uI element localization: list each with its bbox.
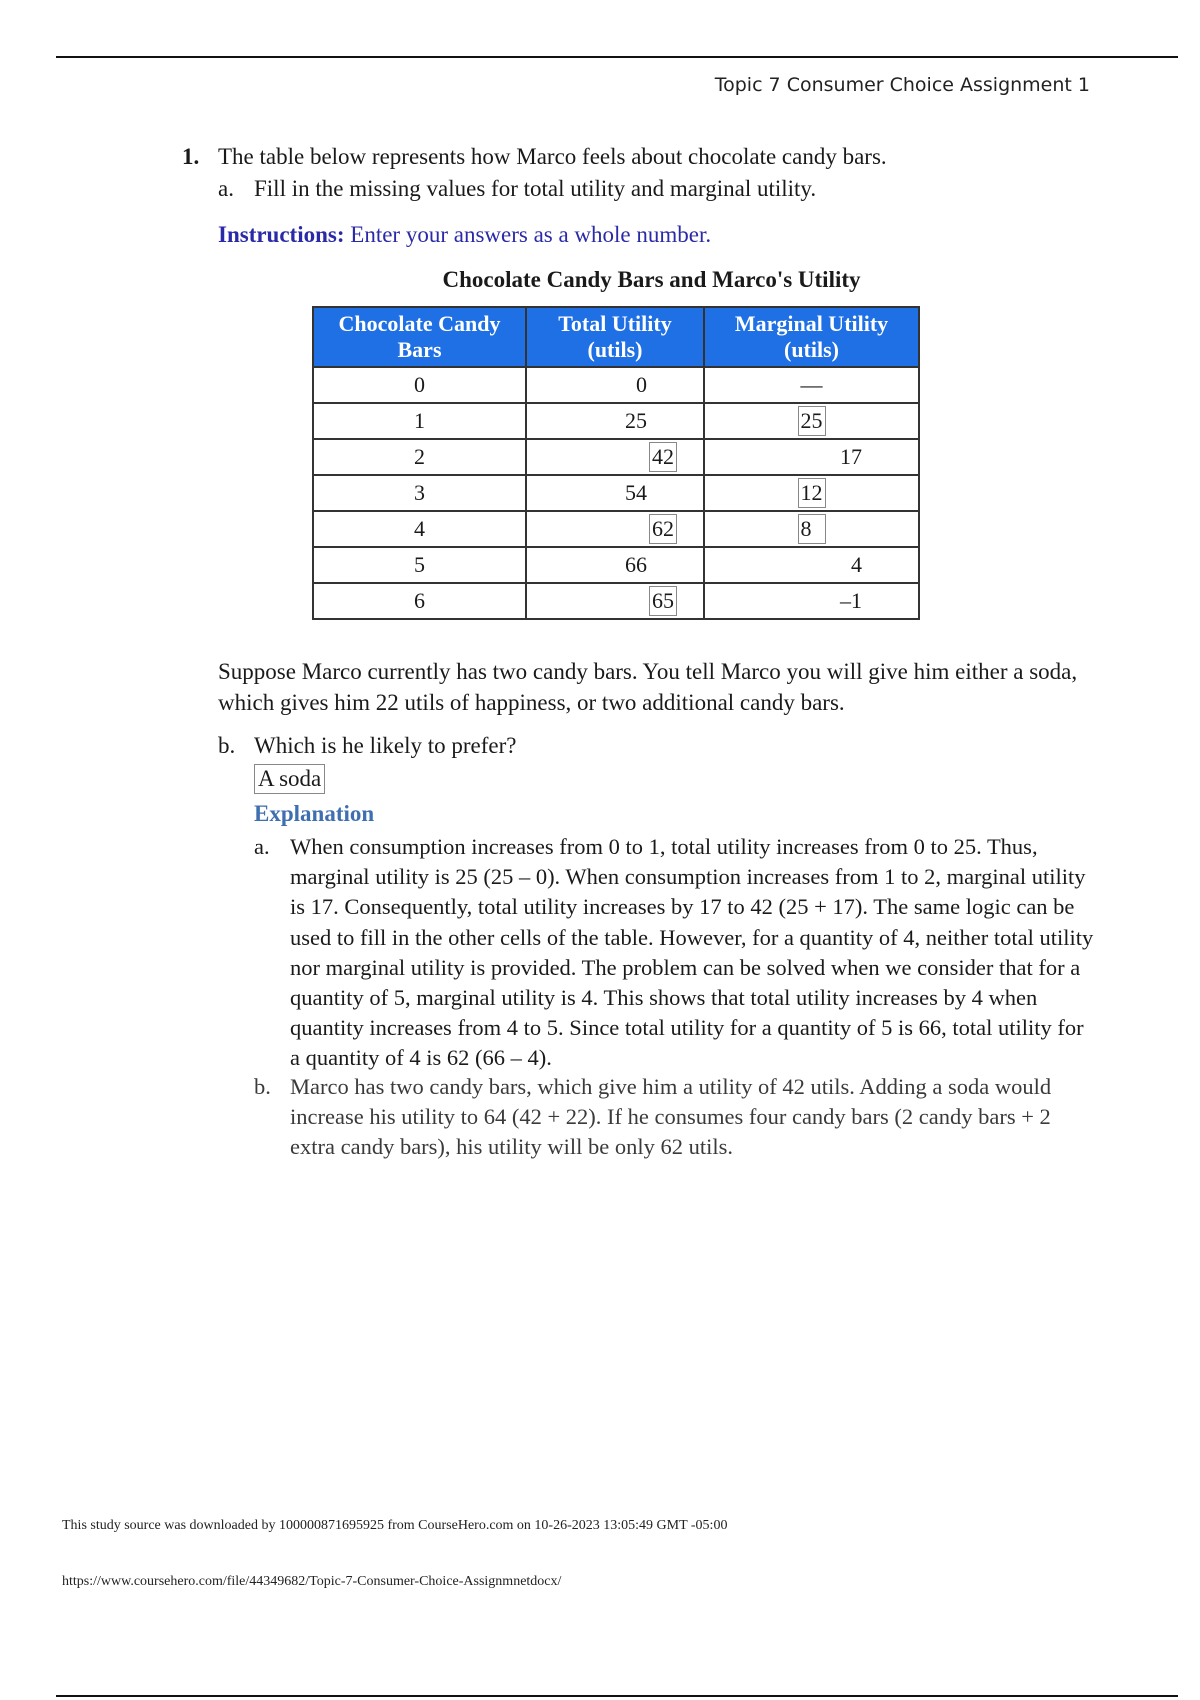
page-header-title: Topic 7 Consumer Choice Assignment 1 bbox=[714, 74, 1090, 96]
part-b-label: b. bbox=[218, 733, 236, 758]
explanation-item-a bbox=[254, 832, 1094, 1074]
answer-input-marginal-3[interactable]: 12 bbox=[798, 478, 826, 508]
explanation-item-b bbox=[254, 1072, 1094, 1163]
header-candy-bars: Chocolate Candy Bars bbox=[313, 307, 526, 367]
bottom-rule bbox=[56, 1695, 1178, 1697]
top-rule bbox=[56, 56, 1178, 58]
utility-table bbox=[312, 306, 920, 620]
cell-total: 66 bbox=[526, 547, 704, 583]
part-b-text: Which is he likely to prefer? bbox=[254, 733, 517, 758]
question-text: The table below represents how Marco feels about chocolate candy bars. bbox=[218, 144, 887, 169]
cell-bars: 6 bbox=[313, 583, 526, 619]
cell-bars: 2 bbox=[313, 439, 526, 475]
cell-total bbox=[526, 583, 704, 619]
explanation-label: b. bbox=[254, 1074, 271, 1099]
cell-marginal bbox=[704, 403, 919, 439]
source-url[interactable]: https://www.coursehero.com/file/44349682/Topic-7-Consumer-Choice-Assignmnetdocx/ bbox=[62, 1574, 562, 1589]
cell-total: 54 bbox=[526, 475, 704, 511]
table-row bbox=[313, 403, 919, 439]
explanation-text: Marco has two candy bars, which give him a utility of 42 utils. Adding a soda would increase his utility to 64 (42 + 22). If he consumes four candy bars (2 candy bars + 2 extra candy bars), his utility will be only 62 utils. bbox=[290, 1074, 1052, 1160]
part-a-label: a. bbox=[218, 176, 234, 201]
scenario-paragraph: Suppose Marco currently has two candy bars. You tell Marco you will give him either a soda, which gives him 22 utils of happiness, or two additional candy bars. bbox=[218, 659, 1078, 715]
part-b-answer[interactable]: A soda bbox=[254, 764, 325, 794]
cell-marginal: 4 bbox=[704, 547, 919, 583]
answer-input-total-6[interactable]: 65 bbox=[649, 586, 677, 616]
answer-input-total-2[interactable]: 42 bbox=[649, 442, 677, 472]
cell-marginal: — bbox=[704, 367, 919, 403]
cell-total bbox=[526, 439, 704, 475]
explanation-heading: Explanation bbox=[254, 801, 375, 826]
table-row bbox=[313, 439, 919, 475]
answer-input-marginal-1[interactable]: 25 bbox=[798, 406, 826, 436]
table-row bbox=[313, 547, 919, 583]
question-part-b bbox=[218, 733, 516, 759]
cell-total: 0 bbox=[526, 367, 704, 403]
instructions-text: Enter your answers as a whole number. bbox=[350, 222, 712, 247]
cell-bars: 4 bbox=[313, 511, 526, 547]
cell-bars: 1 bbox=[313, 403, 526, 439]
header-marginal-utility: Marginal Utility (utils) bbox=[704, 307, 919, 367]
answer-input-total-4[interactable]: 62 bbox=[649, 514, 677, 544]
cell-bars: 3 bbox=[313, 475, 526, 511]
cell-marginal bbox=[704, 511, 919, 547]
cell-bars: 5 bbox=[313, 547, 526, 583]
part-a-text: Fill in the missing values for total utility and marginal utility. bbox=[254, 176, 817, 201]
cell-marginal: –1 bbox=[704, 583, 919, 619]
question-1 bbox=[182, 144, 887, 170]
question-part-a bbox=[218, 176, 816, 202]
download-note: This study source was downloaded by 100000871695925 from CourseHero.com on 10-26-2023 13:05:49 GMT -05:00 bbox=[62, 1518, 728, 1533]
cell-marginal bbox=[704, 475, 919, 511]
instructions-label: Instructions: bbox=[218, 222, 345, 247]
answer-input-marginal-4[interactable]: 8 bbox=[798, 514, 826, 544]
table-row bbox=[313, 583, 919, 619]
cell-total: 25 bbox=[526, 403, 704, 439]
cell-bars: 0 bbox=[313, 367, 526, 403]
table-row bbox=[313, 511, 919, 547]
table-caption: Chocolate Candy Bars and Marco's Utility bbox=[442, 267, 861, 292]
explanation-text: When consumption increases from 0 to 1, total utility increases from 0 to 25. Thus, marginal utility is 25 (25 – 0). When consumption increases from 1 to 2, marginal utility is 17. Consequently, total utility increases by 17 to 42 (25 + 17). The same logic can be used to fill in the other cells of the table. However, for a quantity of 4, neither total utility nor marginal utility is provided. The problem can be solved when we consider that for a quantity of 5, marginal utility is 4. This shows that total utility increases by 4 when quantity increases from 4 to 5. Since total utility for a quantity of 5 is 66, total utility for a quantity of 4 is 62 (66 – 4). bbox=[290, 834, 1094, 1071]
question-number: 1. bbox=[182, 144, 200, 169]
cell-marginal: 17 bbox=[704, 439, 919, 475]
header-total-utility: Total Utility (utils) bbox=[526, 307, 704, 367]
cell-total bbox=[526, 511, 704, 547]
table-row bbox=[313, 367, 919, 403]
instructions bbox=[218, 222, 711, 248]
table-row bbox=[313, 475, 919, 511]
explanation-label: a. bbox=[254, 834, 270, 859]
